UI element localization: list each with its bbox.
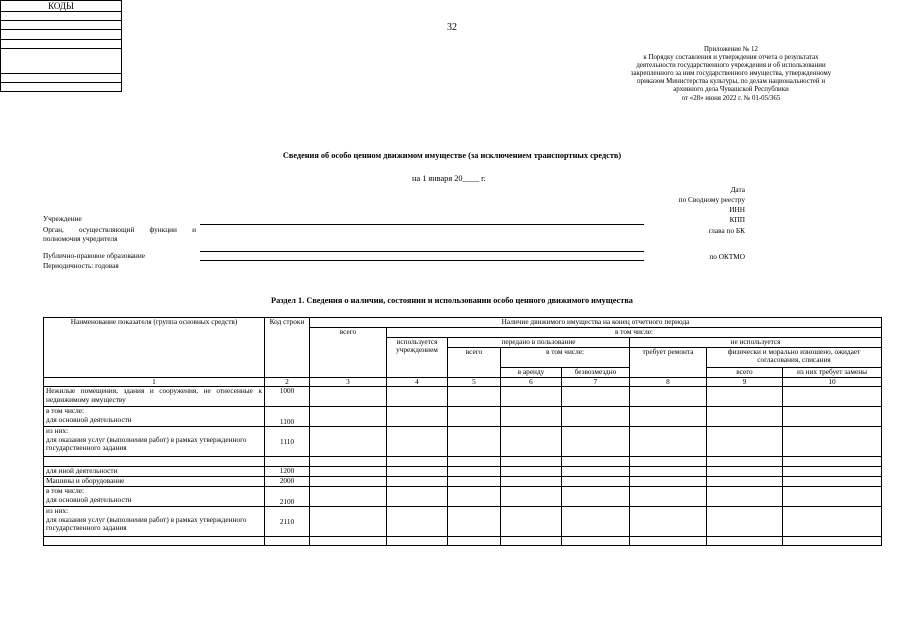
appendix-line: приказом Министерства культуры, по делам национальностей и <box>636 78 826 86</box>
value-cell[interactable] <box>562 507 630 537</box>
value-cell[interactable] <box>387 427 448 457</box>
value-cell[interactable] <box>387 387 448 407</box>
table-row <box>44 507 882 537</box>
header-rent: в аренду <box>501 368 562 378</box>
value-cell[interactable] <box>783 507 882 537</box>
row-name <box>44 427 265 457</box>
row-code: 2110 <box>265 507 310 537</box>
label-institution: Учреждение <box>43 214 82 223</box>
value-cell[interactable] <box>448 487 501 507</box>
row-name: Нежилые помещения, здания и сооружения, не отнесенные к недвижимому имуществу <box>44 387 265 407</box>
page-number: 32 <box>447 22 457 33</box>
value-cell[interactable] <box>707 477 783 487</box>
value-cell[interactable] <box>501 477 562 487</box>
value-cell[interactable] <box>387 537 448 546</box>
header-free: безвозмездно <box>562 368 630 378</box>
header-worn-replace: из них требует замены <box>783 368 882 378</box>
value-cell[interactable] <box>387 467 448 477</box>
header-transferred-total: всего <box>448 348 501 378</box>
value-cell[interactable] <box>707 487 783 507</box>
value-cell[interactable] <box>707 467 783 477</box>
value-cell[interactable] <box>310 387 387 407</box>
assets-table <box>43 317 882 546</box>
value-cell[interactable] <box>310 467 387 477</box>
value-cell[interactable] <box>310 457 387 467</box>
label-oktmo: по ОКТМО <box>709 252 745 261</box>
row-code: 1000 <box>265 387 310 407</box>
row-name: для иной деятельности <box>44 467 265 477</box>
header-worn-total: всего <box>707 368 783 378</box>
column-number: 10 <box>783 378 882 387</box>
code-cell-bk[interactable] <box>1 48 122 73</box>
value-cell[interactable] <box>448 427 501 457</box>
row-name <box>44 457 265 467</box>
value-cell[interactable] <box>448 457 501 467</box>
label-public-entity: Публично-правовое образование <box>43 251 145 260</box>
row-prefix: в том числе: <box>46 406 85 416</box>
table-row <box>44 427 882 457</box>
document-title: Сведения об особо ценном движимом имуществе (за исключением транспортных средств) <box>282 151 622 160</box>
value-cell[interactable] <box>310 537 387 546</box>
appendix-line: закрепленного за ним государственного имущества, утвержденному <box>630 70 832 78</box>
value-cell[interactable] <box>783 537 882 546</box>
row-label: для оказания услуг (выполнения работ) в рамках утвержденного государственного задания <box>46 434 247 452</box>
section-title: Раздел 1. Сведения о наличии, состоянии и использовании особо ценного движимого имущества <box>271 296 633 305</box>
value-cell[interactable] <box>310 427 387 457</box>
header-presence: Наличие движимого имущества на конец отчетного периода <box>310 318 882 328</box>
value-cell[interactable] <box>562 467 630 477</box>
value-cell[interactable] <box>562 387 630 407</box>
value-cell[interactable] <box>310 487 387 507</box>
institution-input-line[interactable] <box>200 224 644 225</box>
value-cell[interactable] <box>783 427 882 457</box>
column-number: 2 <box>265 378 310 387</box>
row-code <box>265 457 310 467</box>
row-prefix: в том числе: <box>46 486 85 496</box>
row-prefix: из них: <box>46 506 69 516</box>
header-worn: физически и морально изношено, ожидает согласования, списания <box>707 348 882 368</box>
row-code: 2100 <box>265 487 310 507</box>
value-cell[interactable] <box>448 507 501 537</box>
value-cell[interactable] <box>562 537 630 546</box>
value-cell[interactable] <box>783 407 882 427</box>
code-cell-oktmo[interactable] <box>1 73 122 82</box>
value-cell[interactable] <box>783 387 882 407</box>
value-cell[interactable] <box>448 407 501 427</box>
value-cell[interactable] <box>630 407 707 427</box>
organ-input-line[interactable] <box>200 251 644 252</box>
row-name <box>44 487 265 507</box>
label-inn: ИНН <box>729 205 745 214</box>
value-cell[interactable] <box>630 537 707 546</box>
value-cell[interactable] <box>501 487 562 507</box>
column-number: 5 <box>448 378 501 387</box>
value-cell[interactable] <box>501 407 562 427</box>
label-kpp: КПП <box>729 215 745 224</box>
label-bk: глава по БК <box>708 226 745 235</box>
label-registry: по Сводному реестру <box>678 195 745 204</box>
column-number: 9 <box>707 378 783 387</box>
column-number: 1 <box>44 378 265 387</box>
code-cell-period[interactable] <box>1 82 122 91</box>
header-transferred-including: в том числе: <box>501 348 630 368</box>
value-cell[interactable] <box>707 387 783 407</box>
value-cell[interactable] <box>630 457 707 467</box>
value-cell[interactable] <box>562 477 630 487</box>
value-cell[interactable] <box>501 467 562 477</box>
report-date: на 1 января 20____ г. <box>412 174 486 183</box>
appendix-line: архивного дела Чувашской Республики <box>673 86 789 94</box>
value-cell[interactable] <box>387 477 448 487</box>
value-cell[interactable] <box>387 457 448 467</box>
table-row <box>44 467 882 477</box>
value-cell[interactable] <box>630 427 707 457</box>
table-row <box>44 537 882 546</box>
row-code: 2000 <box>265 477 310 487</box>
row-prefix: из них: <box>46 426 69 436</box>
header-name: Наименование показателя (группа основных средств) <box>44 318 265 378</box>
row-code <box>265 537 310 546</box>
value-cell[interactable] <box>562 407 630 427</box>
value-cell[interactable] <box>562 427 630 457</box>
value-cell[interactable] <box>501 537 562 546</box>
value-cell[interactable] <box>448 537 501 546</box>
value-cell[interactable] <box>501 457 562 467</box>
table-row <box>44 477 882 487</box>
value-cell[interactable] <box>707 407 783 427</box>
row-label: для основной деятельности <box>46 494 132 504</box>
value-cell[interactable] <box>783 487 882 507</box>
value-cell[interactable] <box>387 487 448 507</box>
value-cell[interactable] <box>783 467 882 477</box>
value-cell[interactable] <box>630 467 707 477</box>
row-label: для оказания услуг (выполнения работ) в рамках утвержденного государственного задания <box>46 514 247 532</box>
header-total: всего <box>310 328 387 378</box>
appendix-line: деятельности государственного учреждения и об использовании <box>636 62 826 70</box>
column-number: 7 <box>562 378 630 387</box>
row-name <box>44 537 265 546</box>
value-cell[interactable] <box>501 507 562 537</box>
value-cell[interactable] <box>387 507 448 537</box>
public-entity-input-line[interactable] <box>200 260 644 261</box>
appendix-line: от «28» июня 2022 г. № 01-05/365 <box>681 94 781 102</box>
label-date: Дата <box>730 185 745 194</box>
table-row <box>44 407 882 427</box>
column-number: 3 <box>310 378 387 387</box>
row-name: Машины и оборудование <box>44 477 265 487</box>
value-cell[interactable] <box>630 477 707 487</box>
label-organ-line2: полномочия учредителя <box>43 234 118 243</box>
column-number: 6 <box>501 378 562 387</box>
table-row <box>44 487 882 507</box>
value-cell[interactable] <box>707 427 783 457</box>
table-row <box>44 387 882 407</box>
header-not-used: не используется <box>630 338 882 348</box>
value-cell[interactable] <box>310 507 387 537</box>
code-cell-date[interactable] <box>1 12 122 21</box>
value-cell[interactable] <box>387 407 448 427</box>
value-cell[interactable] <box>630 387 707 407</box>
appendix-line: Приложение № 12 <box>704 46 758 53</box>
appendix-block <box>600 46 862 103</box>
value-cell[interactable] <box>501 387 562 407</box>
value-cell[interactable] <box>448 387 501 407</box>
code-cell-kpp[interactable] <box>1 39 122 48</box>
codes-header: КОДЫ <box>1 1 122 12</box>
value-cell[interactable] <box>448 477 501 487</box>
value-cell[interactable] <box>310 407 387 427</box>
row-code: 1110 <box>265 427 310 457</box>
header-used: используется учреждением <box>387 338 448 378</box>
row-code: 1200 <box>265 467 310 477</box>
header-code: Код строки <box>265 318 310 378</box>
value-cell[interactable] <box>630 507 707 537</box>
column-number: 8 <box>630 378 707 387</box>
value-cell[interactable] <box>630 487 707 507</box>
table-row <box>44 457 882 467</box>
row-code: 1100 <box>265 407 310 427</box>
label-organ-line1: Орган, осуществляющий функции и <box>43 225 196 234</box>
row-name <box>44 407 265 427</box>
header-transferred: передано в пользование <box>448 338 630 348</box>
value-cell[interactable] <box>501 427 562 457</box>
header-including: в том числе: <box>387 328 882 338</box>
appendix-line: к Порядку составления и утверждения отчета о результатах <box>643 54 819 62</box>
label-periodicity: Периодичность: годовая <box>43 261 119 270</box>
column-number: 4 <box>387 378 448 387</box>
value-cell[interactable] <box>707 457 783 467</box>
value-cell[interactable] <box>783 457 882 467</box>
value-cell[interactable] <box>448 467 501 477</box>
value-cell[interactable] <box>562 457 630 467</box>
row-label: для основной деятельности <box>46 414 132 424</box>
codes-table <box>0 0 122 92</box>
value-cell[interactable] <box>562 487 630 507</box>
value-cell[interactable] <box>707 507 783 537</box>
header-repair: требует ремонта <box>630 348 707 378</box>
value-cell[interactable] <box>310 477 387 487</box>
value-cell[interactable] <box>783 477 882 487</box>
value-cell[interactable] <box>707 537 783 546</box>
row-name <box>44 507 265 537</box>
